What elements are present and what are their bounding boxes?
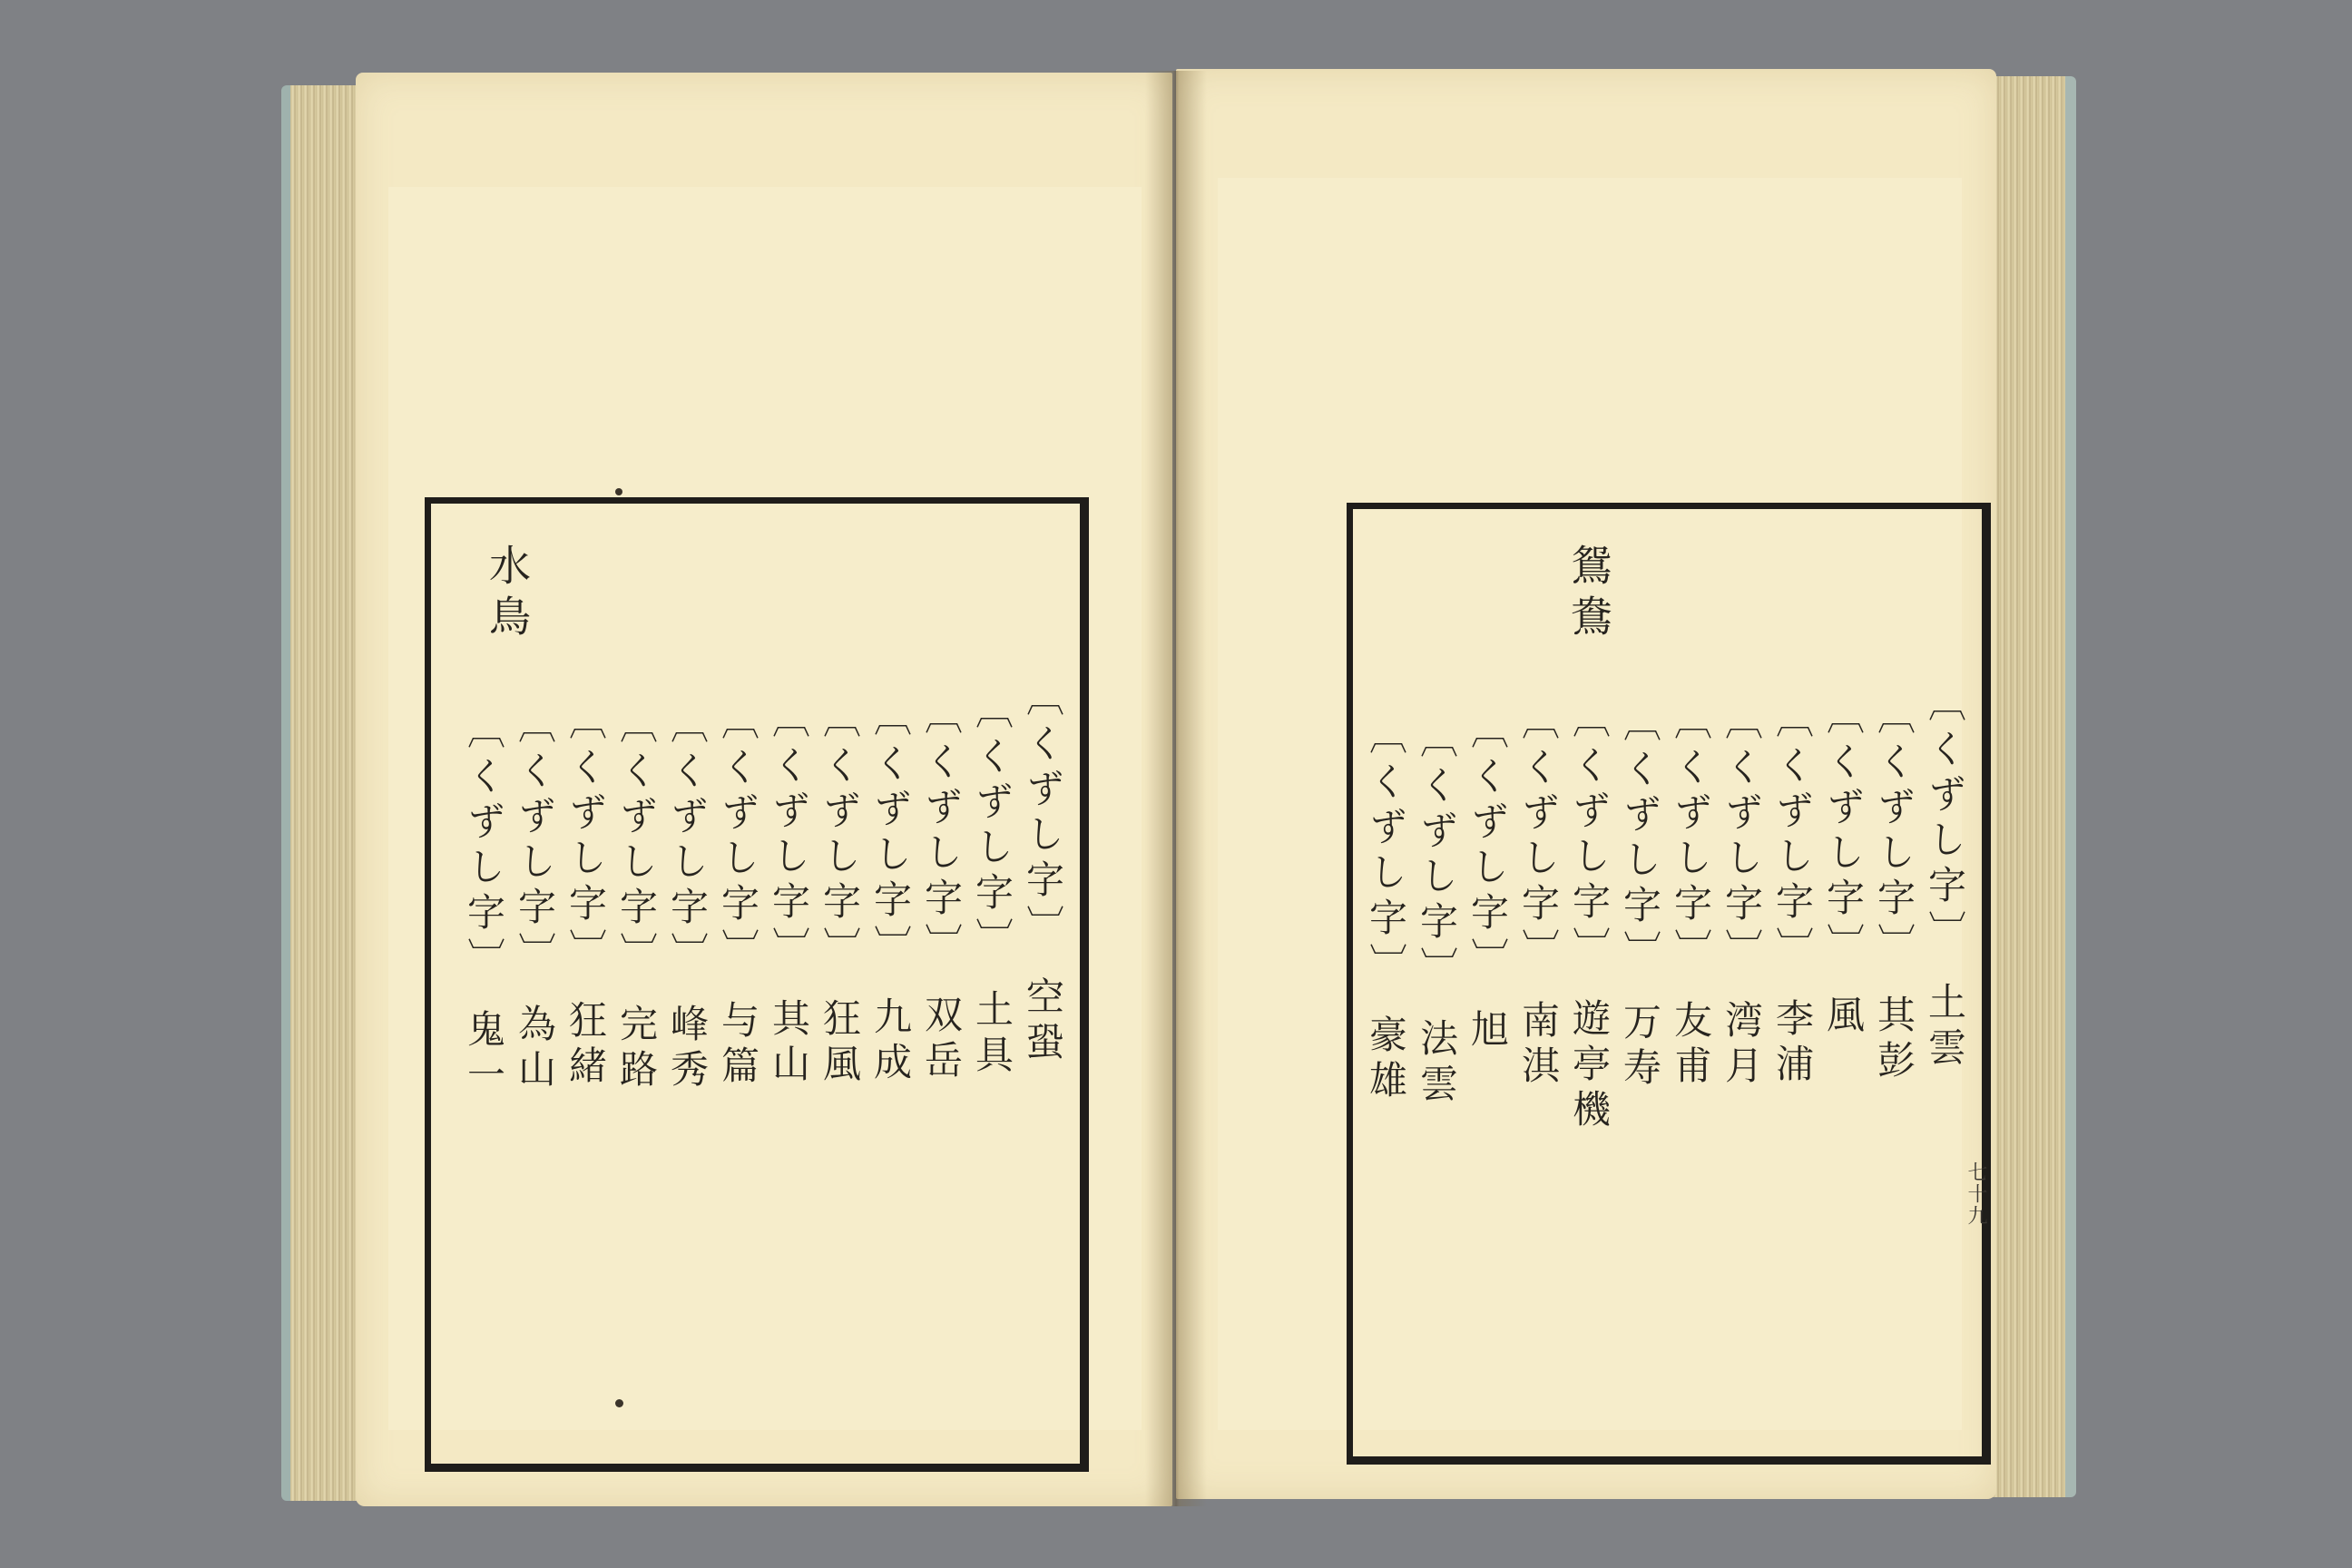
- right-text-frame: [1347, 503, 1991, 1465]
- right-column-2: 〔くずし字〕 其彭: [1872, 696, 1916, 1085]
- right-column-1: 〔くずし字〕 土雲: [1923, 683, 1967, 1073]
- right-print-area: [1218, 178, 1967, 1430]
- right-column-5: 〔くずし字〕 湾月: [1720, 701, 1764, 1091]
- left-page-title: 水鳥: [483, 544, 532, 645]
- left-print-area: [388, 187, 1142, 1430]
- right-page-edges: [1987, 76, 2076, 1497]
- right-column-12: 〔くずし字〕 豪雄: [1364, 716, 1408, 1105]
- left-text-frame: [425, 497, 1089, 1472]
- right-page-title: 鴛鴦: [1564, 544, 1613, 645]
- page-number: 七十九: [1965, 1161, 1987, 1227]
- left-column-8: 〔くずし字〕 峰秀: [665, 705, 710, 1094]
- left-column-10: 〔くずし字〕 狂緒: [564, 701, 608, 1091]
- left-column-3: 〔くずし字〕 双岳: [919, 696, 964, 1085]
- left-column-11: 〔くずし字〕 為山: [513, 705, 557, 1094]
- left-column-7: 〔くずし字〕 与篇: [716, 701, 760, 1091]
- left-column-5: 〔くずし字〕 狂風: [818, 700, 862, 1089]
- right-column-10: 〔くずし字〕 旭: [1465, 710, 1510, 1054]
- right-column-4: 〔くずし字〕 李浦: [1770, 700, 1815, 1089]
- ink-speck: [615, 1399, 623, 1407]
- ink-speck: [615, 488, 622, 495]
- right-column-3: 〔くずし字〕 風: [1821, 696, 1866, 1040]
- book-gutter: [1145, 71, 1207, 1506]
- right-column-9: 〔くずし字〕 南淇: [1516, 701, 1561, 1091]
- left-column-2: 〔くずし字〕 土具: [970, 691, 1014, 1080]
- left-column-4: 〔くずし字〕 九成: [868, 698, 913, 1087]
- left-column-9: 〔くずし字〕 完路: [614, 705, 659, 1094]
- right-column-8: 〔くずし字〕 遊亭機: [1567, 700, 1612, 1134]
- left-page: [356, 73, 1172, 1506]
- left-column-12: 〔くずし字〕 鬼一: [462, 710, 506, 1100]
- right-column-6: 〔くずし字〕 友甫: [1669, 701, 1713, 1091]
- right-column-7: 〔くずし字〕 万寿: [1618, 703, 1662, 1093]
- right-page: [1176, 69, 1996, 1499]
- right-column-11: 〔くずし字〕 法雲: [1415, 720, 1459, 1109]
- left-column-6: 〔くずし字〕 其山: [767, 700, 811, 1089]
- left-column-1: 〔くずし字〕 空蛩: [1021, 678, 1065, 1067]
